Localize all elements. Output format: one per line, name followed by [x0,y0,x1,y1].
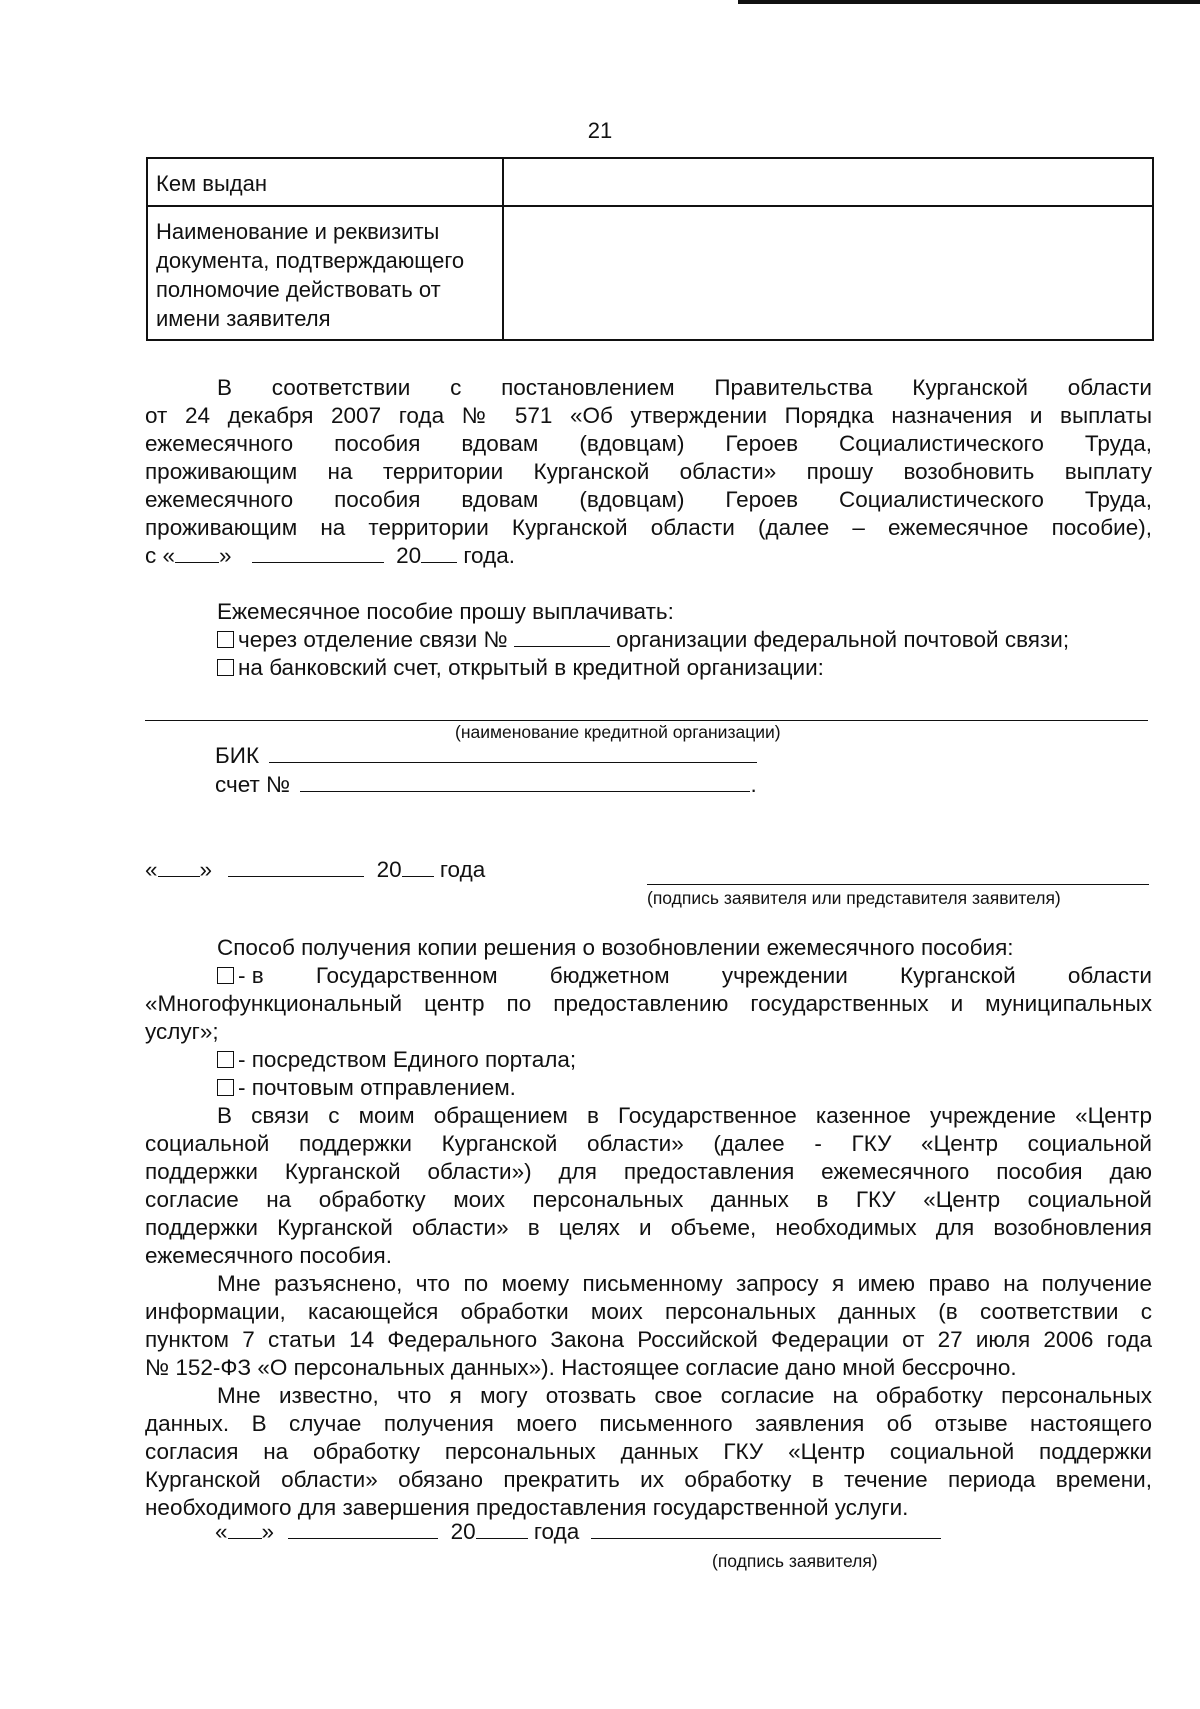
copy-option-mfc: - в Государственном бюджетном учреждении Курганской области [145,962,1152,990]
signature1-line[interactable] [647,884,1149,885]
copy-option-mail: - почтовым отправлением. [145,1074,1152,1102]
sig2-day-blank[interactable] [228,1518,262,1539]
bank-option: на банковский счет, открытый в кредитной организации: [217,654,1152,682]
bik-blank[interactable] [269,742,757,763]
post-office-option: через отделение связи № организации федеральной почтовой связи; [217,626,1152,654]
signature2-caption: (подпись заявителя) [712,1551,878,1571]
authority-document-field[interactable] [503,206,1153,340]
month-blank[interactable] [252,542,384,563]
portal-checkbox[interactable] [217,1051,234,1068]
request-line-1: В соответствии с постановлением Правительства Курганской области [217,375,1152,400]
consent-section [145,1102,1152,1522]
request-line-2: от 24 декабря 2007 года № 571 «Об утверждении Порядка назначения и выплаты [145,403,1152,428]
mail-checkbox[interactable] [217,1079,234,1096]
bank-name-line[interactable] [145,720,1148,721]
consent-paragraph-2: Мне разъяснено, что по моему письменному запросу я имею право на получение информации, касающейся обработки моих персональных данных (в соответствии с пунктом 7 статьи 14 Федерального Закона Российской Федерации от 27 июля 2006 года № 152-ФЗ «О персональных данных»). Настоящее согласие дано мной бессрочно. [145,1271,1152,1380]
year-blank[interactable] [421,542,457,563]
sig2-year-blank[interactable] [476,1518,528,1539]
request-paragraph [145,374,1152,570]
scan-edge [738,0,1200,4]
bank-checkbox[interactable] [217,659,234,676]
page-number: 21 [587,118,613,143]
signature2-line: « » 20 года [215,1518,1015,1546]
day-blank[interactable] [175,542,219,563]
sig1-month-blank[interactable] [228,856,364,877]
account-line: счет № . [215,772,757,797]
request-line-3: ежемесячного пособия вдовам (вдовцам) Героев Социалистического Труда, [145,431,1152,456]
issued-by-field[interactable] [503,158,1153,206]
post-office-number-blank[interactable] [514,626,610,647]
mfc-checkbox[interactable] [217,967,234,984]
copy-method-section: Способ получения копии решения о возобновлении ежемесячного пособия: - в Государственном бюджетном учреждении Курганской области «Многофункциональный центр по предоставлению государственных и муниципальных услуг»; - посредством Единого портала; - почтовым отправлением. [145,935,1152,1100]
bik-line: БИК [215,742,815,770]
request-line-4: проживающим на территории Курганской области» прошу возобновить выплату [145,459,1152,484]
signature2-blank[interactable] [591,1518,941,1539]
signature1-date: « » 20 года [145,857,486,882]
sig2-month-blank[interactable] [288,1518,438,1539]
sig1-day-blank[interactable] [158,856,200,877]
sig1-year-blank[interactable] [402,856,434,877]
consent-paragraph-3: Мне известно, что я могу отозвать свое согласие на обработку персональных данных. В случае получения моего письменного заявления об отзыве настоящего согласия на обработку персональных данных ГКУ «Центр социальной поддержки Курганской области» обязано прекратить их обработку в течение периода времени, необходимого для завершения предоставления государственной услуги. [145,1383,1152,1520]
payment-intro: Ежемесячное пособие прошу выплачивать: [217,599,674,624]
table-row [147,158,1153,206]
consent-paragraph-1: В связи с моим обращением в Государственное казенное учреждение «Центр социальной поддержки Курганской области» (далее - ГКУ «Центр социальной поддержки Курганской области») для предоставления ежемесячного пособия даю согласие на обработку моих персональных данных в ГКУ «Центр социальной поддержки Курганской области» в целях и объеме, необходимых для возобновления ежемесячного пособия. [145,1103,1152,1268]
post-office-checkbox[interactable] [217,631,234,648]
copy-method-intro: Способ получения копии решения о возобновлении ежемесячного пособия: [217,935,1014,960]
issued-by-label: Кем выдан [147,158,503,206]
request-line-5: ежемесячного пособия вдовам (вдовцам) Героев Социалистического Труда, [145,487,1152,512]
bank-name-caption: (наименование кредитной организации) [455,722,781,742]
resume-date-line: с « » 20 года. [145,543,515,568]
table-row [147,206,1153,340]
signature1-caption: (подпись заявителя или представителя заявителя) [647,888,1061,908]
account-blank[interactable] [300,771,750,792]
payment-method-section [145,598,1152,682]
copy-option-portal: - посредством Единого портала; [145,1046,1152,1074]
representative-info-table [146,157,1154,341]
authority-document-label: Наименование и реквизиты документа, подтверждающего полномочие действовать от имени заявителя [147,206,503,340]
request-line-6: проживающим на территории Курганской области (далее – ежемесячное пособие), [145,515,1152,540]
